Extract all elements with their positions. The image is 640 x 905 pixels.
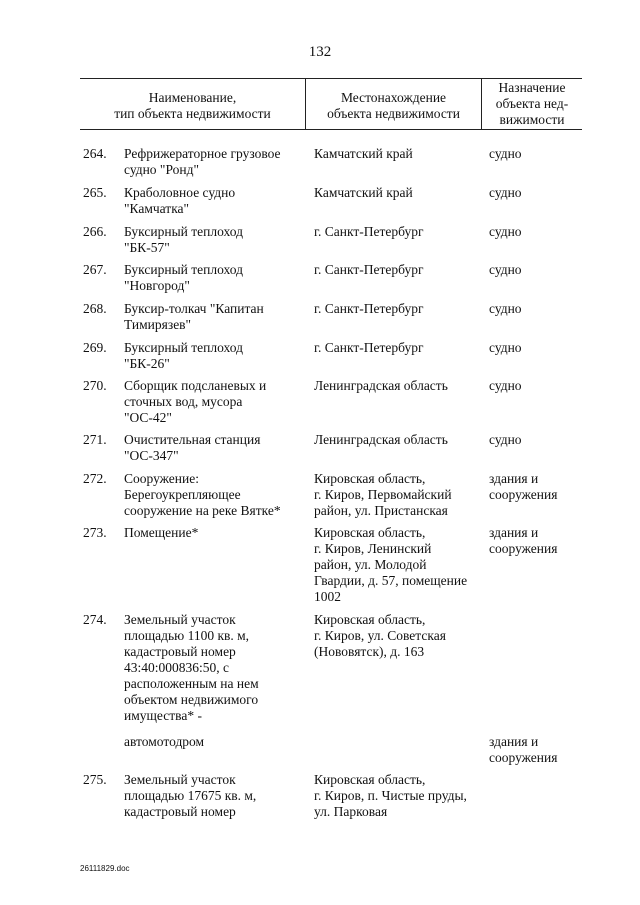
row-number: 272. — [83, 471, 107, 486]
object-location: Кировская область, г. Киров, Первомайский район, ул. Пристанская — [314, 471, 452, 518]
object-location: Ленинградская область — [314, 432, 448, 447]
object-location: г. Санкт-Петербург — [314, 224, 424, 239]
object-name: Помещение* — [124, 525, 199, 540]
object-name: Сборщик подсланевых и сточных вод, мусора "ОС-42" — [124, 378, 267, 425]
object-name: Очистительная станция "ОС-347" — [124, 432, 261, 463]
row-number: 268. — [83, 301, 107, 316]
object-name: Рефрижераторное грузовое судно "Ронд" — [124, 146, 281, 177]
object-location: Кировская область, г. Киров, Ленинский район, ул. Молодой Гвардии, д. 57, помещение 1002 — [314, 525, 468, 604]
object-name: Краболовное судно "Камчатка" — [124, 185, 236, 216]
object-purpose: судно — [489, 146, 522, 161]
row-number: 267. — [83, 262, 107, 277]
object-purpose: судно — [489, 224, 522, 239]
object-name: Земельный участок площадью 17675 кв. м, кадастровый номер — [124, 772, 257, 819]
row-number: 273. — [83, 525, 107, 540]
row-number: 275. — [83, 772, 107, 787]
object-name: Буксирный теплоход "БК-26" — [124, 340, 243, 371]
object-location: Кировская область, г. Киров, ул. Советская (Нововятск), д. 163 — [314, 612, 446, 659]
object-purpose: здания и сооружения — [489, 525, 558, 556]
object-location: Кировская область, г. Киров, п. Чистые пруды, ул. Парковая — [314, 772, 467, 819]
header-purpose-column: Назначение объекта нед- вижимости — [495, 80, 569, 127]
row-number: 270. — [83, 378, 107, 393]
row-number: 274. — [83, 612, 107, 627]
object-location: г. Санкт-Петербург — [314, 340, 424, 355]
header-location-column: Местонахождение объекта недвижимости — [327, 90, 460, 121]
table-header-border — [80, 129, 582, 130]
object-purpose: судно — [489, 262, 522, 277]
object-purpose: судно — [489, 185, 522, 200]
object-location: г. Санкт-Петербург — [314, 262, 424, 277]
object-purpose: судно — [489, 432, 522, 447]
object-name: Буксирный теплоход "БК-57" — [124, 224, 243, 255]
object-purpose: здания и сооружения — [489, 734, 558, 765]
row-number: 266. — [83, 224, 107, 239]
row-number: 271. — [83, 432, 107, 447]
row-number: 269. — [83, 340, 107, 355]
object-location: Ленинградская область — [314, 378, 448, 393]
object-location: Камчатский край — [314, 146, 413, 161]
file-name-footer: 26111829.doc — [80, 864, 130, 873]
object-location: Камчатский край — [314, 185, 413, 200]
object-purpose: судно — [489, 340, 522, 355]
object-name: Сооружение: Берегоукрепляющее сооружение на реке Вятке* — [124, 471, 281, 518]
object-name: Буксир-толкач "Капитан Тимирязев" — [124, 301, 264, 332]
object-name: Буксирный теплоход "Новгород" — [124, 262, 243, 293]
object-name: автомотодром — [124, 734, 205, 749]
object-purpose: судно — [489, 378, 522, 393]
header-name-column: Наименование, тип объекта недвижимости — [114, 90, 271, 121]
object-name: Земельный участок площадью 1100 кв. м, кадастровый номер 43:40:000836:50, с расположенным на нем объектом недвижимого имущества* - — [124, 612, 259, 723]
object-location: г. Санкт-Петербург — [314, 301, 424, 316]
row-number: 265. — [83, 185, 107, 200]
table-top-border — [80, 78, 582, 79]
object-purpose: судно — [489, 301, 522, 316]
page-number: 132 — [308, 44, 332, 60]
object-purpose: здания и сооружения — [489, 471, 558, 502]
row-number: 264. — [83, 146, 107, 161]
